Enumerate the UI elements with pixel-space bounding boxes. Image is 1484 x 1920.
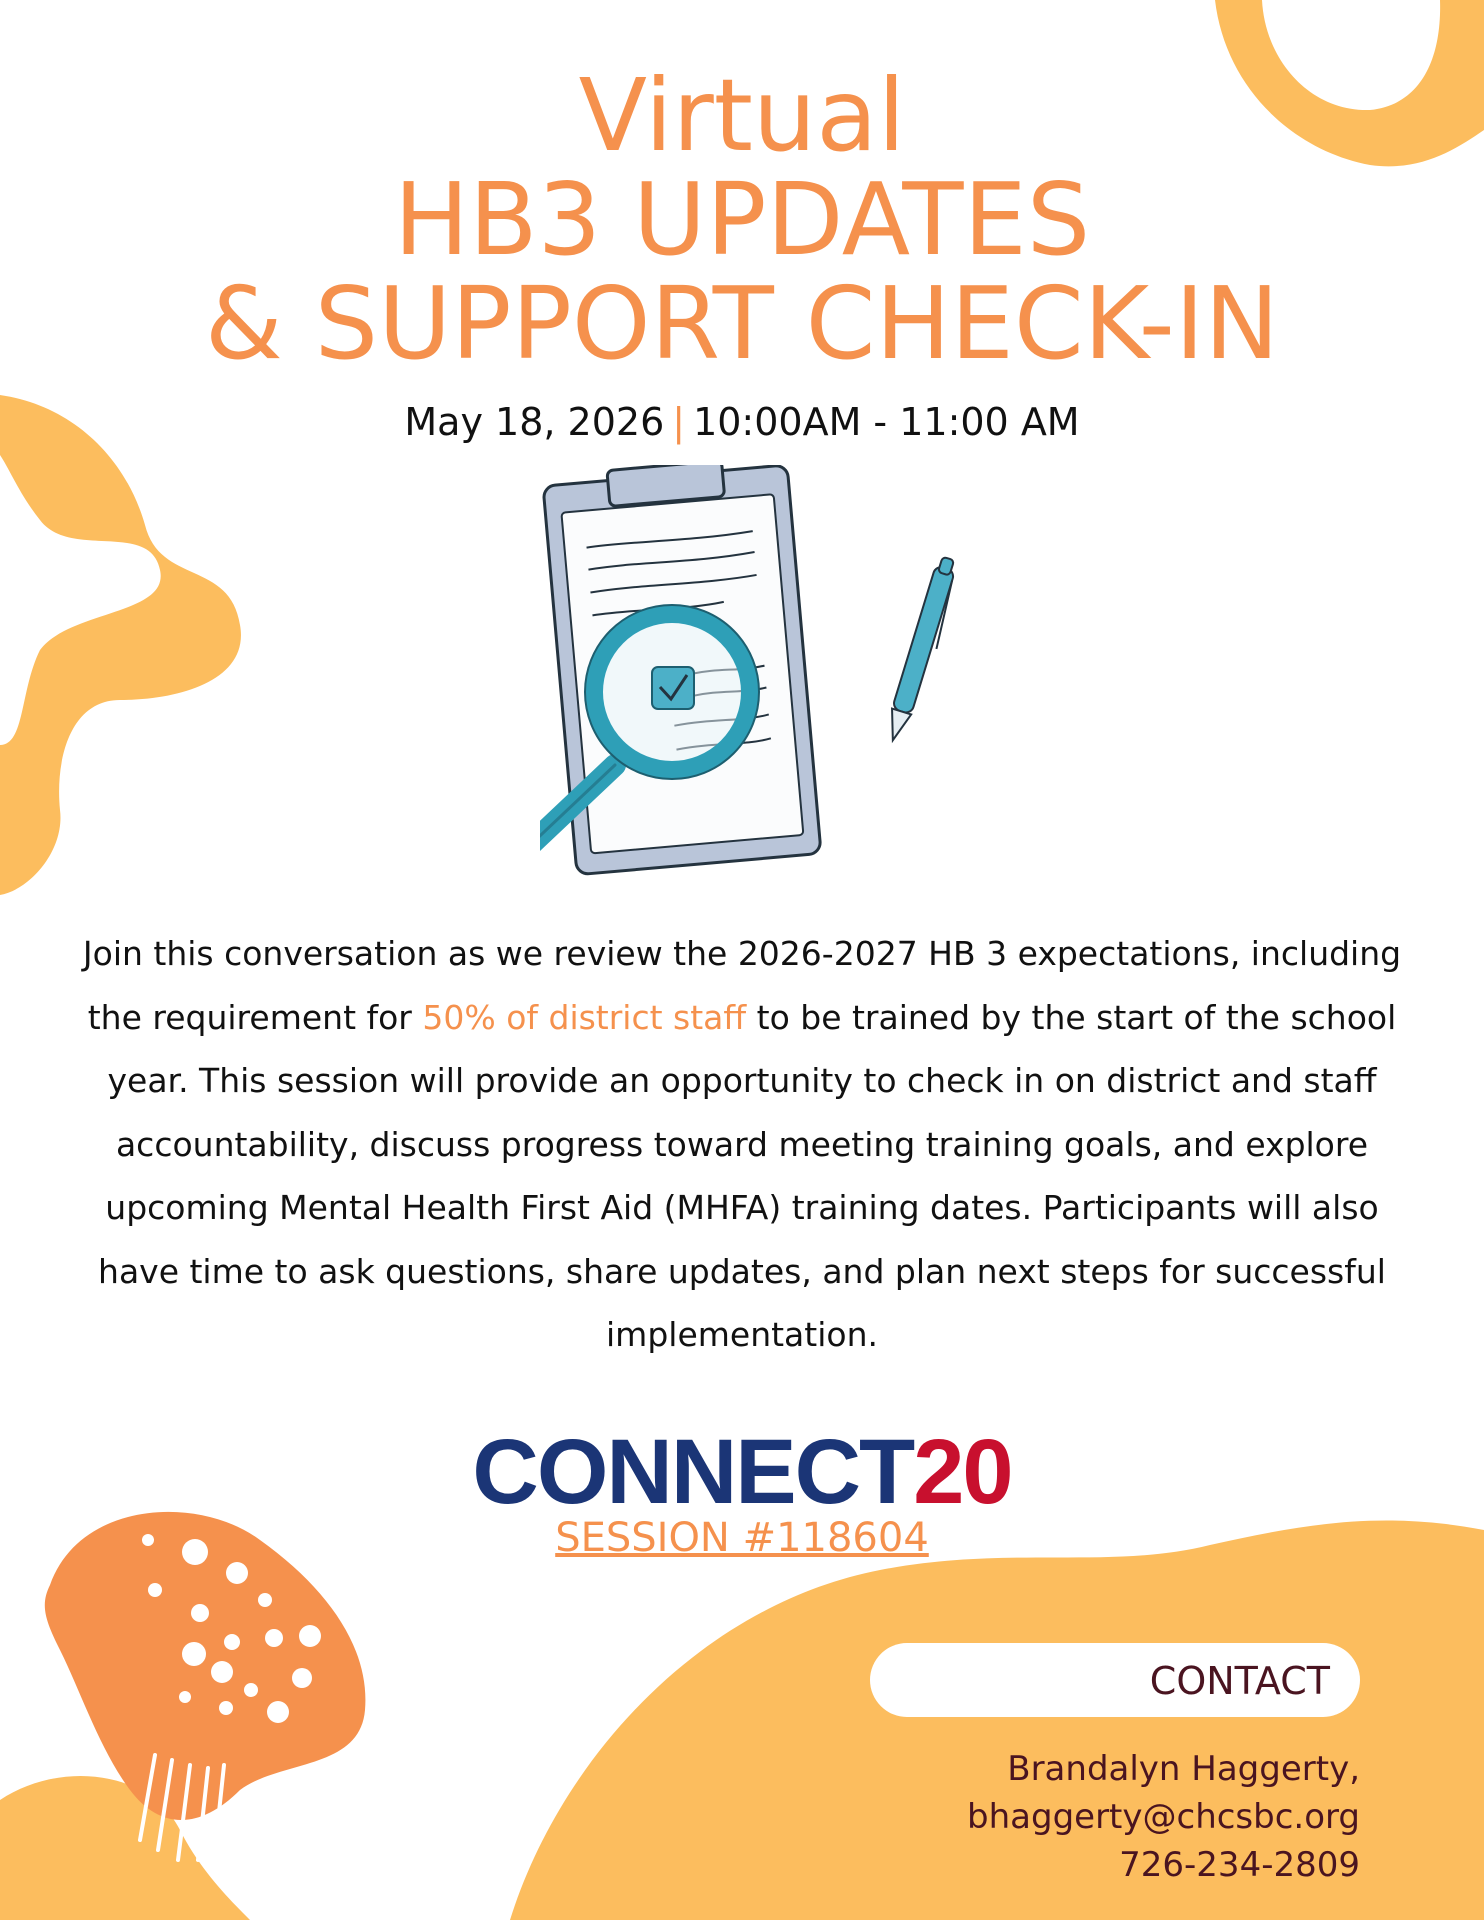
session-link[interactable]: SESSION #118604 bbox=[555, 1515, 929, 1561]
contact-pill bbox=[870, 1643, 1360, 1717]
checkbox-icon bbox=[652, 667, 694, 709]
description-part1: Join this conversation as we review the 2026-2027 HB 3 expectations, including the requirement for bbox=[82, 934, 1402, 1037]
clipboard-illustration bbox=[540, 465, 960, 885]
event-datetime bbox=[0, 400, 1484, 444]
logo-number: 20 bbox=[913, 1421, 1012, 1523]
datetime-separator: | bbox=[672, 400, 686, 444]
event-date: May 18, 2026 bbox=[404, 400, 665, 444]
contact-email[interactable]: bhaggerty@chcsbc.org bbox=[967, 1797, 1360, 1837]
connect20-logo bbox=[0, 1420, 1484, 1525]
contact-phone[interactable]: 726-234-2809 bbox=[1119, 1845, 1360, 1885]
contact-info bbox=[967, 1745, 1360, 1889]
pen-icon bbox=[883, 556, 960, 745]
logo-word: CONNECT bbox=[472, 1421, 914, 1523]
title-line-hb3-updates: HB3 UPDATES bbox=[393, 161, 1091, 278]
event-time: 10:00AM - 11:00 AM bbox=[693, 400, 1080, 444]
description-part2: to be trained by the start of the school year. This session will provide an opportunity to check in on district and staff accountability, discuss progress toward meeting training goals, and explore upcoming Mental Health First Aid (MHFA) training dates. Participants will also have time to ask questions, share updates, and plan next steps for successful implementation. bbox=[98, 997, 1397, 1354]
description-highlight: 50% of district staff bbox=[422, 997, 747, 1037]
contact-label: CONTACT bbox=[1149, 1659, 1330, 1703]
title-line-support-check-in: & SUPPORT CHECK-IN bbox=[204, 265, 1280, 382]
description-paragraph bbox=[60, 922, 1424, 1367]
contact-name: Brandalyn Haggerty, bbox=[1007, 1749, 1360, 1789]
left-blob bbox=[0, 395, 241, 895]
title-line-virtual: Virtual bbox=[578, 57, 906, 174]
